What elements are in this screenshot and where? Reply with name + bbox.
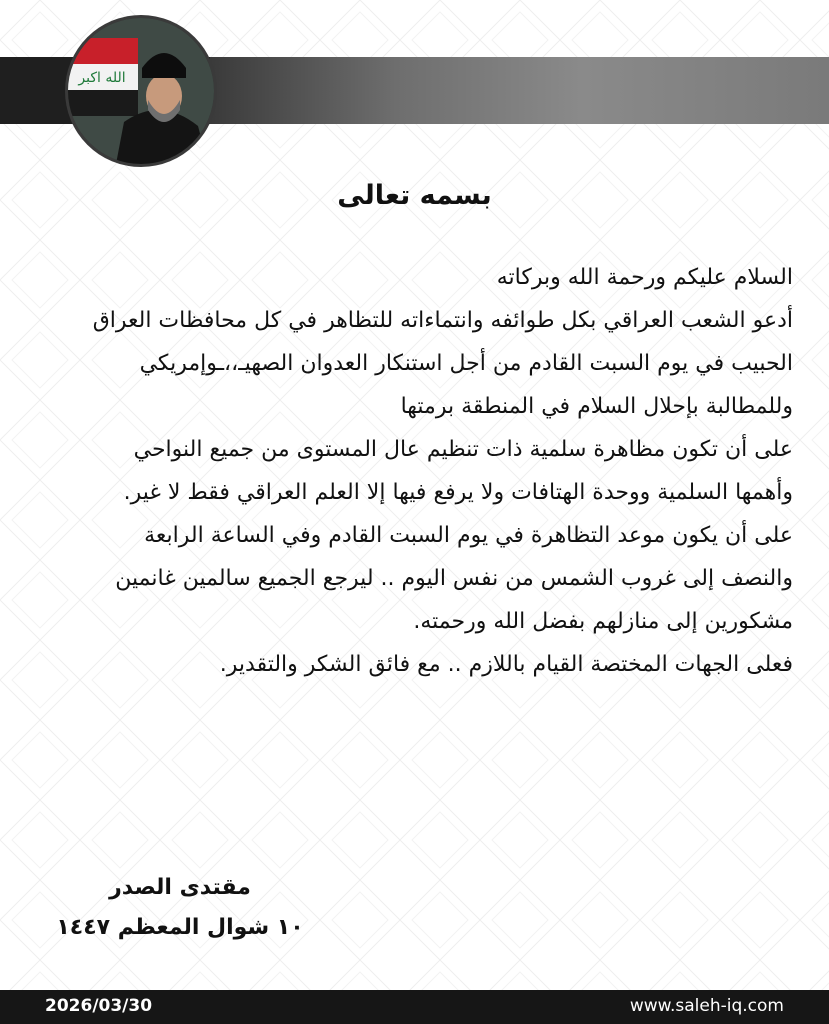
footer-website-link[interactable]: www.saleh-iq.com	[629, 996, 784, 1016]
letter-line: مشكورين إلى منازلهم بفضل الله ورحمته.	[413, 609, 793, 634]
letter-line: وللمطالبة بإحلال السلام في المنطقة برمتها	[400, 394, 793, 419]
letter-body	[23, 256, 793, 686]
footer-bar	[0, 990, 829, 1024]
signature-name: مقتدى الصدر	[109, 875, 251, 900]
letter-line: أدعو الشعب العراقي بكل طوائفه وانتماءاته للتظاهر في كل محافظات العراق	[92, 308, 793, 333]
letter-line: الحبيب في يوم السبت القادم من أجل استنكار العدوان الصهيـ،،ـوإمريكي	[139, 351, 793, 376]
signature-block	[30, 868, 330, 948]
closing-line: فعلى الجهات المختصة القيام باللازم .. مع فائق الشكر والتقدير.	[219, 652, 793, 677]
document-heading: بسمه تعالى	[337, 180, 492, 211]
letter-line: على أن تكون مظاهرة سلمية ذات تنظيم عال المستوى من جميع النواحي	[133, 437, 793, 462]
letter-line: وأهمها السلمية ووحدة الهتافات ولا يرفع فيها إلا العلم العراقي فقط لا غير.	[123, 480, 793, 505]
portrait-avatar	[68, 18, 214, 164]
letter-line: على أن يكون موعد التظاهرة في يوم السبت القادم وفي الساعة الرابعة	[144, 523, 793, 548]
footer-date: 2026/03/30	[45, 996, 153, 1016]
portrait-image	[68, 18, 214, 164]
header-banner-gradient	[210, 57, 829, 124]
signature-date: ١٠ شوال المعظم ١٤٤٧	[56, 915, 304, 940]
letter-line: والنصف إلى غروب الشمس من نفس اليوم .. ليرجع الجميع سالمين غانمين	[115, 566, 793, 591]
greeting-line: السلام عليكم ورحمة الله وبركاته	[496, 265, 793, 290]
svg-text:الله اكبر: الله اكبر	[78, 70, 126, 86]
